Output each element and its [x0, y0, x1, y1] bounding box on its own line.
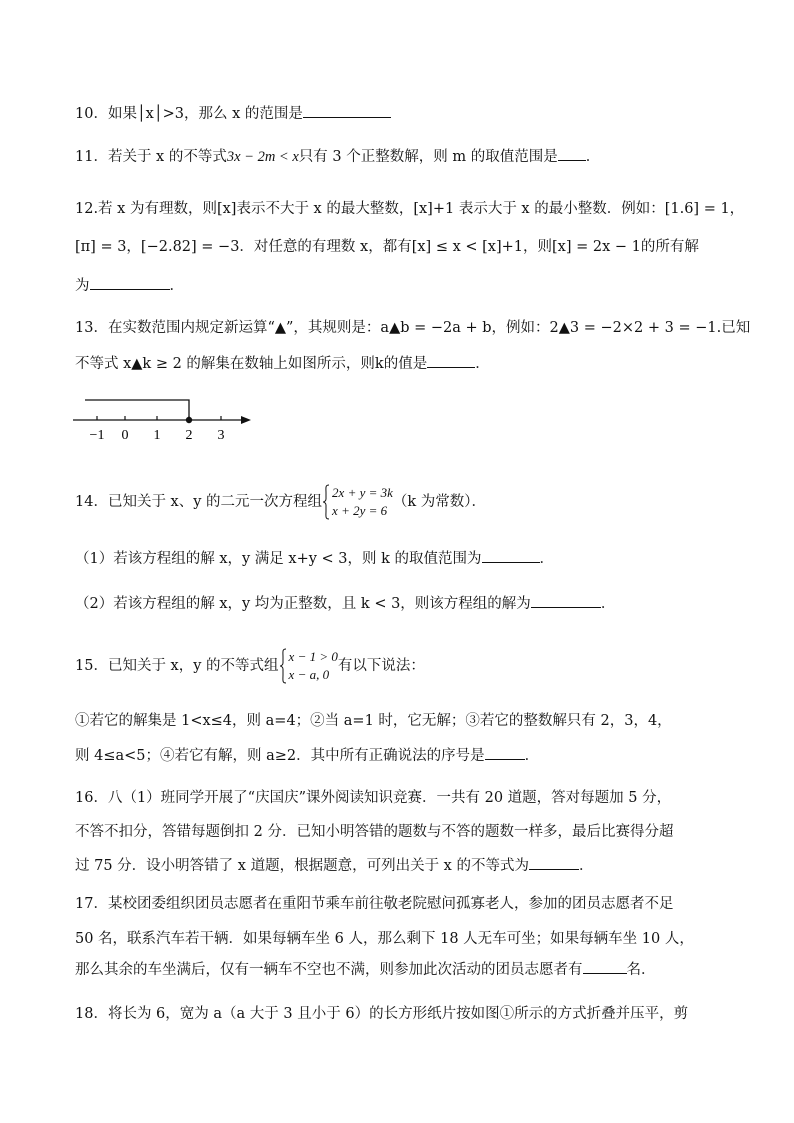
tick-label: 1: [153, 428, 161, 443]
q12-end: ．: [169, 278, 184, 294]
question-12-line-3: [75, 275, 184, 296]
number-line-arrow: [241, 416, 251, 424]
q10-answer-blank: [303, 103, 391, 118]
question-17-line-2: [75, 929, 694, 949]
q14-eq2: x + 2y = 6: [332, 503, 388, 518]
q13-answer-blank: [427, 353, 475, 368]
q12-answer-blank: [90, 275, 170, 290]
q12-l3: 为: [75, 278, 90, 294]
question-14-part-2: [75, 593, 615, 614]
q11-answer-blank: [558, 146, 586, 161]
q15-end: ．: [524, 748, 540, 764]
q17-end: 名．: [626, 962, 656, 978]
q16-end: ．: [578, 858, 594, 874]
q15-l1: ①若它的解集是 1<x≤4，则 a=4；②当 a=1 时，它无解；③若它的整数解只有 2，3，4，: [75, 713, 672, 729]
q15-post: 有以下说法：: [337, 658, 425, 674]
q14-eq1: 2x + y = 3k: [332, 485, 393, 500]
q12-l1: 12.若 x 为有理数，则[x]表示不大于 x 的最大整数，[x]+1 表示大于 x 的最小整数．例如：[1.6] = 1，: [75, 201, 745, 217]
question-13-line-1: [75, 318, 750, 338]
q13-l1: 13．在实数范围内规定新运算“▲”，其规则是：a▲b = −2a + b，例如：2▲3 = −2×2 + 3 = −1.已知: [75, 320, 751, 336]
tick-label: −1: [89, 428, 105, 443]
q14-equation-system: [322, 484, 393, 520]
q14-p1: （1）若该方程组的解 x，y 满足 x+y < 3，则 k 的取值范围为: [75, 551, 482, 567]
q16-l2: 不答不扣分，答错每题倒扣 2 分．已知小明答错的题数与不答的题数一样多，最后比赛得分超: [75, 824, 674, 840]
question-16-line-1: [75, 788, 671, 808]
q13-l2: 不等式 x▲k ≥ 2 的解集在数轴上如图所示，则k的值是: [75, 356, 428, 372]
question-17-line-1: [75, 894, 673, 914]
q15-inequality-system: [279, 648, 338, 684]
q13-end: ．: [475, 356, 490, 372]
q11-end: ．: [585, 149, 601, 165]
q12-l2: [π] = 3，[−2.82] = −3．对任意的有理数 x，都有[x] ≤ x < [x]+1，则[x] = 2x − 1的所有解: [75, 239, 699, 255]
question-17-line-3: [75, 959, 656, 980]
question-16-line-2: [75, 822, 673, 842]
q15-eq2: x − a, 0: [288, 667, 330, 682]
q15-answer-blank: [485, 745, 525, 760]
q15-eq1: x − 1 > 0: [288, 649, 338, 664]
brace-icon: [322, 484, 330, 520]
q10-text: 10．如果│x│>3，那么 x 的范围是: [75, 106, 303, 122]
question-15-line-2: [75, 745, 539, 766]
q16-l3: 过 75 分．设小明答错了 x 道题，根据题意，可列出关于 x 的不等式为: [75, 858, 529, 874]
number-line-figure: [65, 392, 265, 447]
q16-answer-blank: [529, 855, 579, 870]
q11-post: 只有 3 个正整数解，则 m 的取值范围是: [298, 149, 558, 165]
question-16-line-3: [75, 855, 593, 876]
question-10: [75, 103, 391, 124]
q14-p1-end: ．: [539, 551, 555, 567]
question-12-line-1: [75, 199, 744, 219]
tick-label: 2: [185, 428, 193, 443]
solution-set-bracket: [85, 400, 189, 420]
q15-pre: 15．已知关于 x，y 的不等式组: [75, 658, 279, 674]
q17-l1: 17．某校团委组织团员志愿者在重阳节乘车前往敬老院慰问孤寡老人，参加的团员志愿者不足: [75, 896, 674, 912]
q15-l2: 则 4≤a<5；④若它有解，则 a≥2．其中所有正确说法的序号是: [75, 748, 485, 764]
q14-p1-answer-blank: [482, 548, 540, 563]
question-12-line-2: [75, 237, 699, 257]
question-11: [75, 146, 600, 167]
question-13-line-2: [75, 353, 490, 374]
question-14: [75, 482, 486, 522]
q11-pre: 11．若关于 x 的不等式: [75, 149, 227, 165]
q16-l1: 16．八（1）班同学开展了“庆国庆”课外阅读知识竞赛．一共有 20 道题，答对每题加 5 分，: [75, 790, 672, 806]
tick-label: 0: [121, 428, 129, 443]
question-18-line-1: [75, 1004, 688, 1024]
q14-post: （k 为常数）．: [392, 494, 487, 510]
q11-expr: 3x − 2m < x: [226, 149, 299, 165]
question-14-part-1: [75, 548, 554, 569]
q14-p2-end: ．: [600, 596, 616, 612]
q14-p2: （2）若该方程组的解 x，y 均为正整数，且 k < 3，则该方程组的解为: [75, 596, 531, 612]
q14-pre: 14．已知关于 x、y 的二元一次方程组: [75, 494, 323, 510]
q18-l1: 18．将长为 6，宽为 a（a 大于 3 且小于 6）的长方形纸片按如图①所示的方式折叠并压平，剪: [75, 1006, 689, 1022]
brace-icon: [279, 648, 287, 684]
q17-l2: 50 名，联系汽车若干辆．如果每辆车坐 6 人，那么剩下 18 人无车可坐；如果每辆车坐 10 人，: [75, 931, 694, 947]
q17-answer-blank: [583, 959, 627, 974]
q17-l3: 那么其余的车坐满后，仅有一辆车不空也不满，则参加此次活动的团员志愿者有: [75, 962, 583, 978]
question-15: [75, 646, 425, 686]
q14-p2-answer-blank: [531, 593, 601, 608]
solid-endpoint: [186, 417, 192, 423]
question-15-line-1: [75, 711, 672, 731]
tick-label: 3: [217, 428, 225, 443]
